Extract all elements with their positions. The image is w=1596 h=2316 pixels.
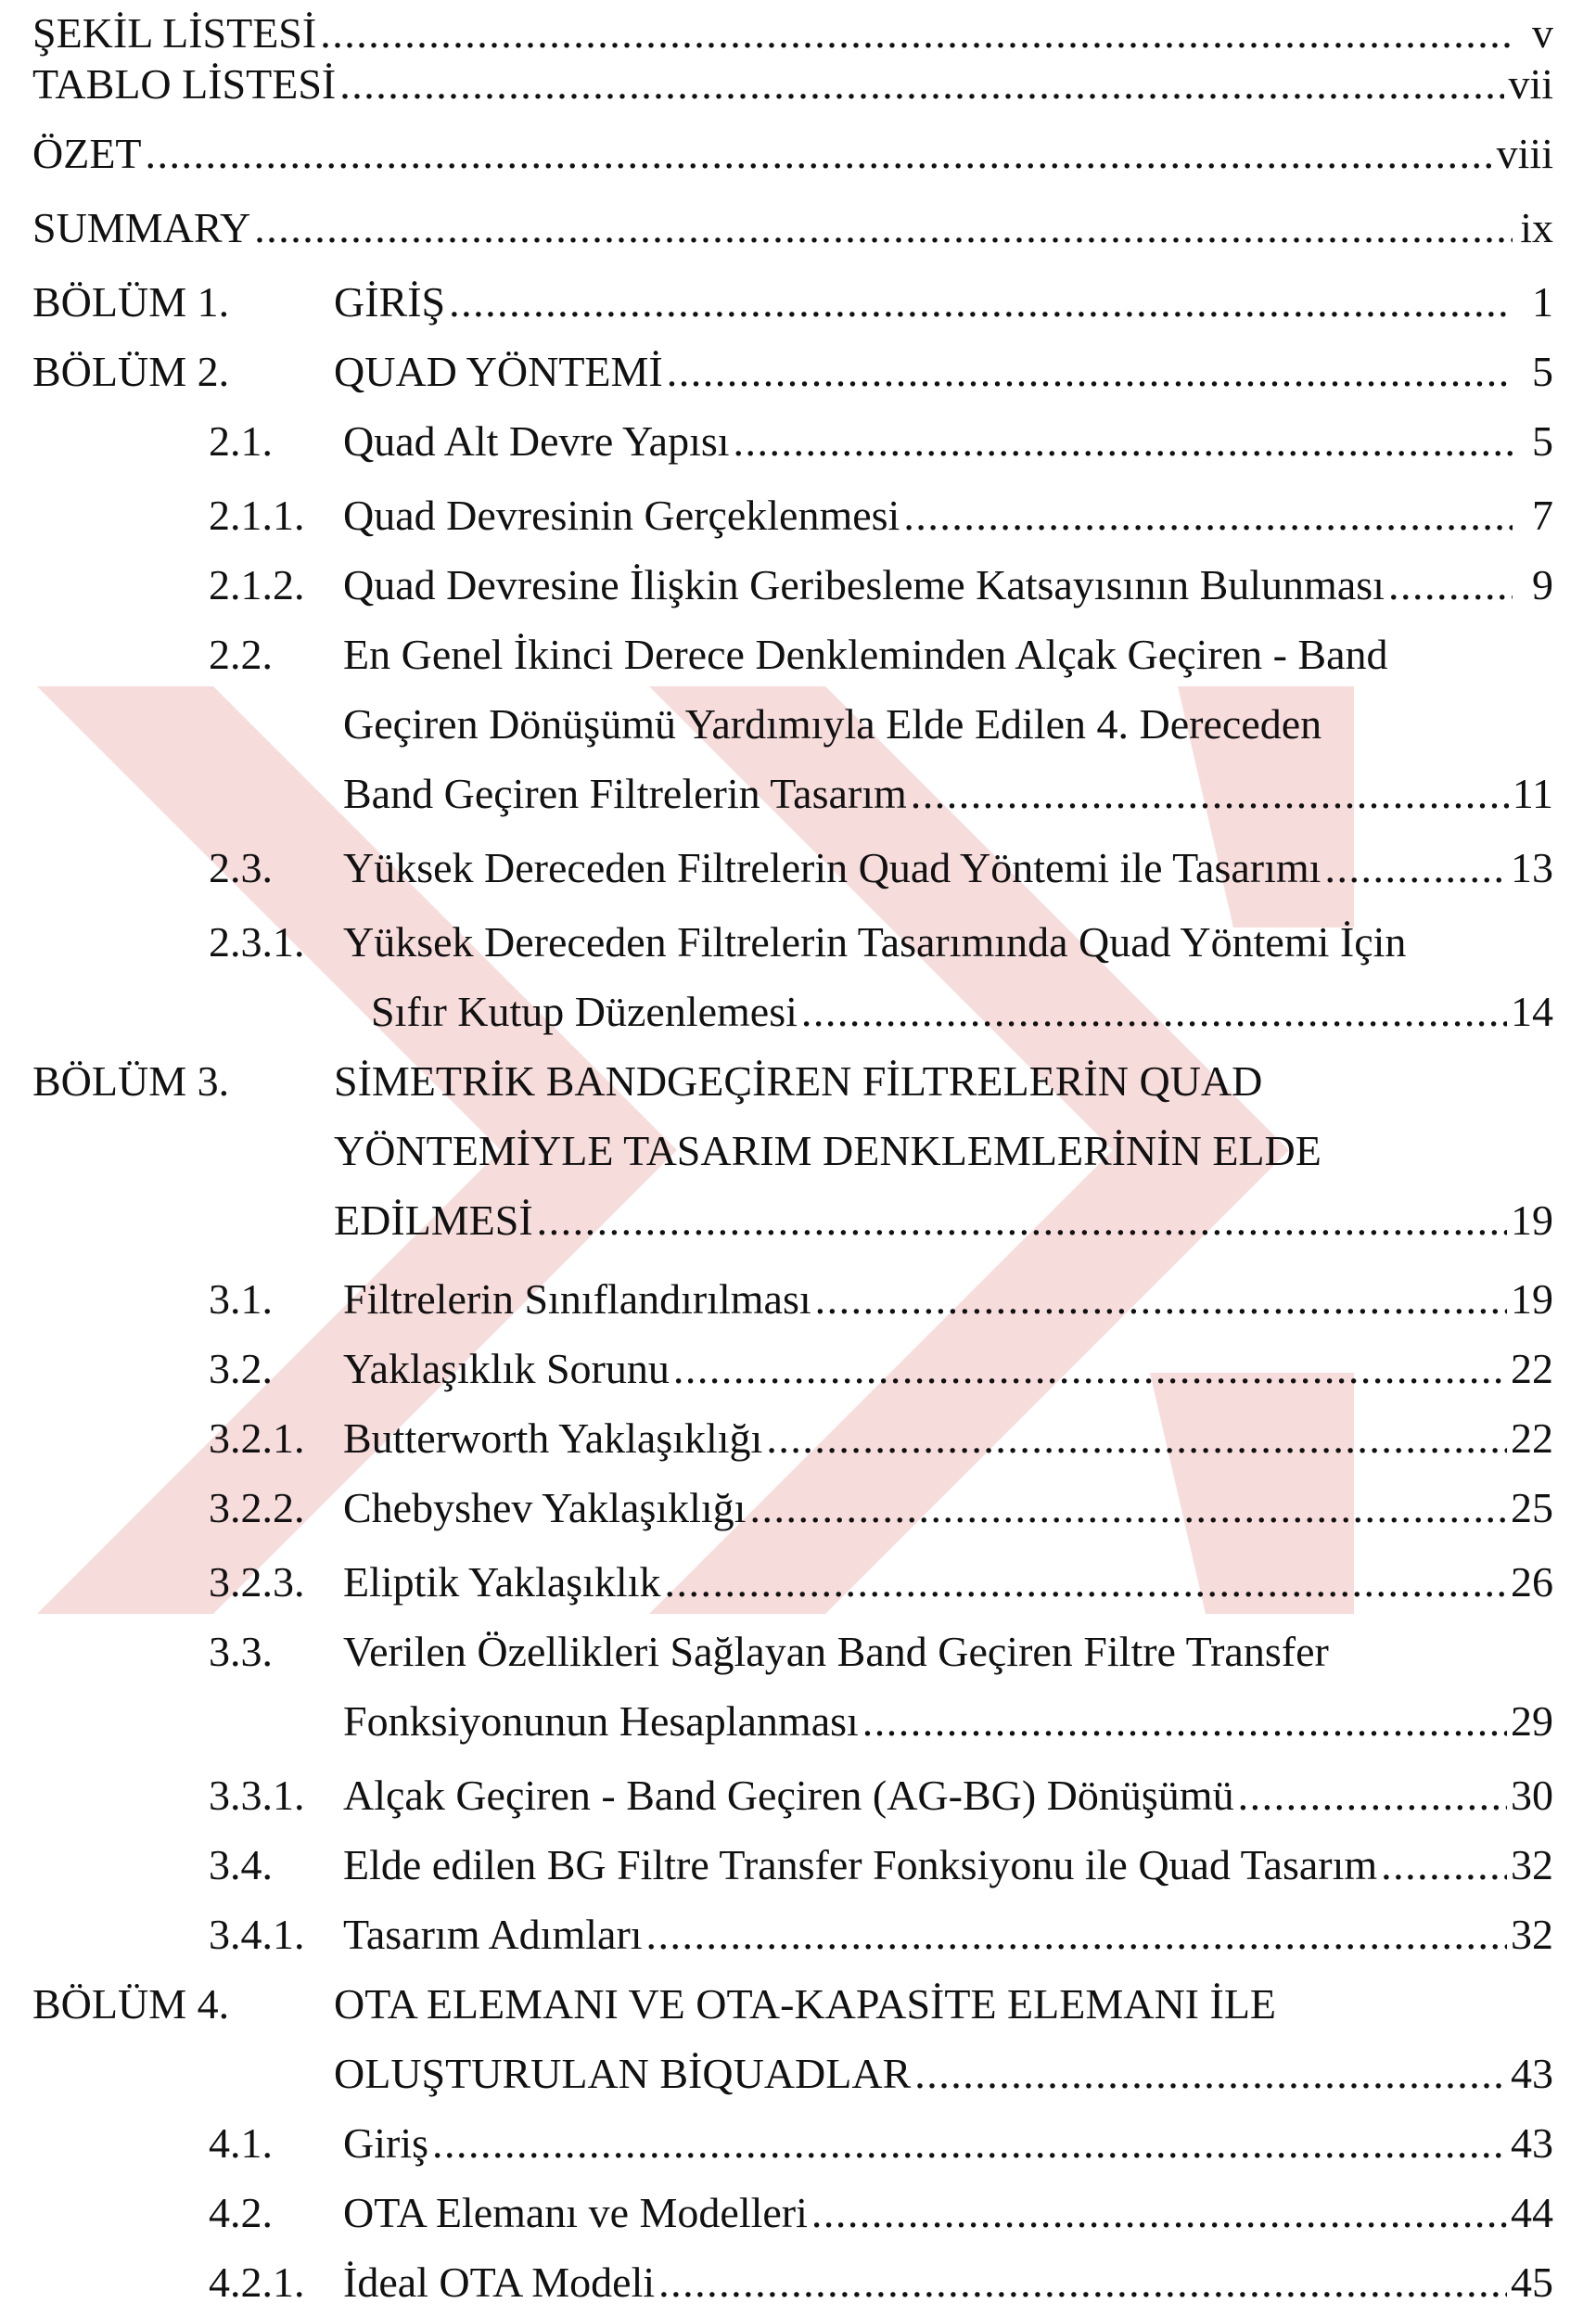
- toc-entry-page: 43: [1511, 2119, 1553, 2167]
- toc-entry-number: BÖLÜM 2.: [32, 348, 230, 395]
- dot-leader: [811, 2180, 1507, 2246]
- toc-entry-page: 44: [1511, 2189, 1553, 2236]
- toc-entry-number: 3.4.: [209, 1841, 273, 1888]
- dot-leader: [914, 2041, 1507, 2107]
- toc-entry: [0, 269, 1596, 336]
- toc-entry-page: 22: [1511, 1414, 1553, 1462]
- toc-entry-title-text: Yaklaşıklık Sorunu: [343, 1345, 670, 1392]
- toc-entry-number: 2.2.: [209, 631, 273, 678]
- dot-leader: [815, 1266, 1507, 1333]
- dot-leader: [646, 1901, 1507, 1968]
- toc-entry-title-text: ŞEKİL LİSTESİ: [32, 9, 317, 57]
- toc-entry-title-line: En Genel İkinci Derece Denkleminden Alçak Geçiren - Band: [343, 631, 1388, 678]
- dot-leader: [1238, 1762, 1507, 1829]
- toc-entry-title-line: OTA ELEMANI VE OTA-KAPASİTE ELEMANI İLE: [334, 1980, 1277, 2028]
- toc-entry-title-text: ÖZET: [32, 130, 142, 177]
- toc-entry-title-text: Fonksiyonunun Hesaplanması: [343, 1697, 859, 1745]
- toc-entry-title-text: GİRİŞ: [334, 278, 446, 326]
- toc-entry: [0, 2110, 1596, 2177]
- toc-entry-title-text: TABLO LİSTESİ: [32, 60, 337, 108]
- dot-leader: [749, 1475, 1507, 1542]
- toc-entry-page: viii: [1496, 130, 1553, 177]
- toc-entry: [0, 1336, 1596, 1402]
- toc-entry-title: [343, 1266, 1553, 1333]
- toc-entry-title: [343, 1688, 1553, 1755]
- toc-entry: [0, 1549, 1596, 1616]
- toc-entry-title: [343, 1832, 1553, 1899]
- toc-entry-title: [371, 979, 1553, 1045]
- toc-entry-title: [334, 269, 1553, 336]
- toc-entry: [0, 1266, 1596, 1333]
- toc-entry-page: 13: [1511, 844, 1553, 891]
- toc-entry-title: [343, 835, 1553, 902]
- toc-entry-title-text: OLUŞTURULAN BİQUADLAR: [334, 2050, 912, 2097]
- toc-entry-title-line: Yüksek Dereceden Filtrelerin Tasarımında Quad Yöntemi İçin: [343, 918, 1407, 966]
- dot-leader: [658, 2249, 1507, 2316]
- toc-entry-page: 14: [1511, 988, 1553, 1035]
- toc-entry-page: 7: [1532, 492, 1553, 539]
- dot-leader: [339, 51, 1504, 118]
- dot-leader: [254, 195, 1513, 262]
- toc-entry-page: 32: [1511, 1911, 1553, 1958]
- toc-entry: [0, 1048, 1596, 1244]
- toc-entry-title-text: Alçak Geçiren - Band Geçiren (AG-BG) Dönüşümü: [343, 1772, 1234, 1819]
- toc-entry-title: [334, 339, 1553, 405]
- toc-entry-page: 30: [1511, 1772, 1553, 1819]
- toc-entry-page: 32: [1511, 1841, 1553, 1888]
- toc-entry-number: 3.2.: [209, 1345, 273, 1392]
- toc-entry-title: [343, 1549, 1553, 1616]
- toc-entry-number: 2.3.1.: [209, 918, 305, 966]
- toc-entry: [0, 2249, 1596, 2316]
- toc-entry-title-text: Tasarım Adımları: [343, 1911, 643, 1958]
- toc-entry: [0, 482, 1596, 549]
- toc-entry-number: 4.2.: [209, 2189, 273, 2236]
- toc-entry-number: 2.1.1.: [209, 492, 305, 539]
- toc-entry-title: [343, 2110, 1553, 2177]
- dot-leader: [449, 269, 1513, 336]
- toc-entry: [0, 195, 1596, 262]
- toc-entry-number: 2.1.2.: [209, 561, 305, 608]
- toc-entry: [0, 1619, 1596, 1745]
- toc-entry-number: 4.2.1.: [209, 2258, 305, 2306]
- dot-leader: [432, 2110, 1507, 2177]
- toc-entry-page: 5: [1532, 417, 1553, 465]
- dot-leader: [862, 1688, 1507, 1755]
- toc-entry-title-text: Giriş: [343, 2119, 428, 2167]
- toc-entry: [0, 621, 1596, 817]
- toc-entry-title-text: EDİLMESİ: [334, 1196, 533, 1244]
- toc-entry: [0, 121, 1596, 187]
- toc-entry-number: 3.2.1.: [209, 1414, 305, 1462]
- toc-entry-title-text: İdeal OTA Modeli: [343, 2258, 656, 2306]
- toc-entry: [0, 408, 1596, 475]
- toc-entry: [0, 339, 1596, 405]
- toc-entry-title-text: Quad Alt Devre Yapısı: [343, 417, 730, 465]
- toc-entry-page: 29: [1511, 1697, 1553, 1745]
- toc-entry-title-text: Quad Devresine İlişkin Geribesleme Katsayısının Bulunması: [343, 561, 1385, 608]
- toc-entry-number: 3.2.2.: [209, 1484, 305, 1531]
- toc-entry-page: v: [1532, 9, 1553, 57]
- toc-entry-page: 43: [1511, 2050, 1553, 2097]
- toc-entry: [0, 1762, 1596, 1829]
- dot-leader: [766, 1405, 1507, 1472]
- dot-leader: [537, 1187, 1507, 1254]
- dot-leader: [734, 408, 1513, 475]
- dot-leader: [903, 482, 1513, 549]
- toc-entry: [0, 909, 1596, 1035]
- dot-leader: [1324, 835, 1507, 902]
- toc-entry-title: [343, 1475, 1553, 1542]
- toc-entry-page: 22: [1511, 1345, 1553, 1392]
- toc-entry-page: 5: [1532, 348, 1553, 395]
- toc-entry-title: [343, 1336, 1553, 1402]
- toc-entry-page: 26: [1511, 1558, 1553, 1606]
- toc-entry-page: 19: [1511, 1196, 1553, 1244]
- toc-entry: [0, 1475, 1596, 1542]
- dot-leader: [664, 1549, 1507, 1616]
- toc-entry-page: 1: [1532, 278, 1553, 326]
- toc-entry-number: BÖLÜM 3.: [32, 1057, 230, 1105]
- toc-entry-number: 2.3.: [209, 844, 273, 891]
- toc-entry-number: BÖLÜM 4.: [32, 1980, 230, 2028]
- toc-entry-title: [343, 482, 1553, 549]
- dot-leader: [667, 339, 1513, 405]
- toc-entry-page: 19: [1511, 1275, 1553, 1323]
- toc-entry: [0, 1832, 1596, 1899]
- toc-entry-page: 11: [1512, 770, 1553, 817]
- toc-entry: [0, 1971, 1596, 2097]
- toc-entry-number: 2.1.: [209, 417, 273, 465]
- toc-entry-title-line: Geçiren Dönüşümü Yardımıyla Elde Edilen 4. Dereceden: [343, 700, 1322, 748]
- toc-entry-title: [343, 2180, 1553, 2246]
- toc-entry-title: [334, 2041, 1553, 2107]
- toc-entry-title-line: Verilen Özellikleri Sağlayan Band Geçiren Filtre Transfer: [343, 1628, 1329, 1675]
- dot-leader: [673, 1336, 1507, 1402]
- toc-entry-title-text: Butterworth Yaklaşıklığı: [343, 1414, 763, 1462]
- toc-entry-title-text: OTA Elemanı ve Modelleri: [343, 2189, 808, 2236]
- toc-entry: [0, 1901, 1596, 1968]
- dot-leader: [911, 761, 1509, 827]
- toc-entry-title: [343, 1901, 1553, 1968]
- dot-leader: [1388, 552, 1513, 619]
- toc-entry-title: [343, 1405, 1553, 1472]
- toc-entry-title-text: Quad Devresinin Gerçeklenmesi: [343, 492, 900, 539]
- toc-entry-title: [343, 2249, 1553, 2316]
- toc-entry: [0, 552, 1596, 619]
- toc-entry-page: vii: [1508, 60, 1553, 108]
- toc-entry-title: [343, 552, 1553, 619]
- toc-entry-title-text: Chebyshev Yaklaşıklığı: [343, 1484, 747, 1531]
- toc-entry-page: 25: [1511, 1484, 1553, 1531]
- toc-entry-title-line: SİMETRİK BANDGEÇİREN FİLTRELERİN QUAD: [334, 1057, 1263, 1105]
- toc-entry-page: 45: [1511, 2258, 1553, 2306]
- toc-entry-title-text: SUMMARY: [32, 204, 251, 251]
- toc-entry-title-text: Band Geçiren Filtrelerin Tasarım: [343, 770, 907, 817]
- toc-entry-number: 4.1.: [209, 2119, 273, 2167]
- toc-entry-title: [32, 121, 1553, 187]
- dot-leader: [801, 979, 1507, 1045]
- toc-entry-title: [343, 761, 1553, 827]
- toc-entry-number: 3.3.: [209, 1628, 273, 1675]
- toc-entry: [0, 2180, 1596, 2246]
- toc-entry: [0, 1405, 1596, 1472]
- toc-entry-title-text: Elde edilen BG Filtre Transfer Fonksiyonu ile Quad Tasarım: [343, 1841, 1378, 1888]
- toc-entry: [0, 51, 1596, 118]
- toc-entry-page: ix: [1520, 204, 1553, 251]
- toc-entry-title-text: QUAD YÖNTEMİ: [334, 348, 663, 395]
- toc-entry-title-text: Eliptik Yaklaşıklık: [343, 1558, 661, 1606]
- toc-entry-title: [343, 408, 1553, 475]
- toc-entry-title: [32, 51, 1553, 118]
- toc-entry-title-text: Filtrelerin Sınıflandırılması: [343, 1275, 811, 1323]
- toc-entry-title: [334, 1187, 1553, 1254]
- toc-entry-number: 3.2.3.: [209, 1558, 305, 1606]
- toc-entry-number: BÖLÜM 1.: [32, 278, 230, 326]
- toc-entry-title-line: YÖNTEMİYLE TASARIM DENKLEMLERİNİN ELDE: [334, 1127, 1321, 1174]
- toc-entry-title: [32, 195, 1553, 262]
- dot-leader: [1381, 1832, 1507, 1899]
- toc-entry-page: 9: [1532, 561, 1553, 608]
- toc-entry-title: [343, 1762, 1553, 1829]
- toc-entry-title-text: Sıfır Kutup Düzenlemesi: [371, 988, 798, 1035]
- toc-entry-number: 3.3.1.: [209, 1772, 305, 1819]
- dot-leader: [146, 121, 1493, 187]
- toc-entry: [0, 835, 1596, 902]
- toc-entry-title-text: Yüksek Dereceden Filtrelerin Quad Yöntemi ile Tasarımı: [343, 844, 1321, 891]
- toc-entry-number: 3.4.1.: [209, 1911, 305, 1958]
- toc-entry-number: 3.1.: [209, 1275, 273, 1323]
